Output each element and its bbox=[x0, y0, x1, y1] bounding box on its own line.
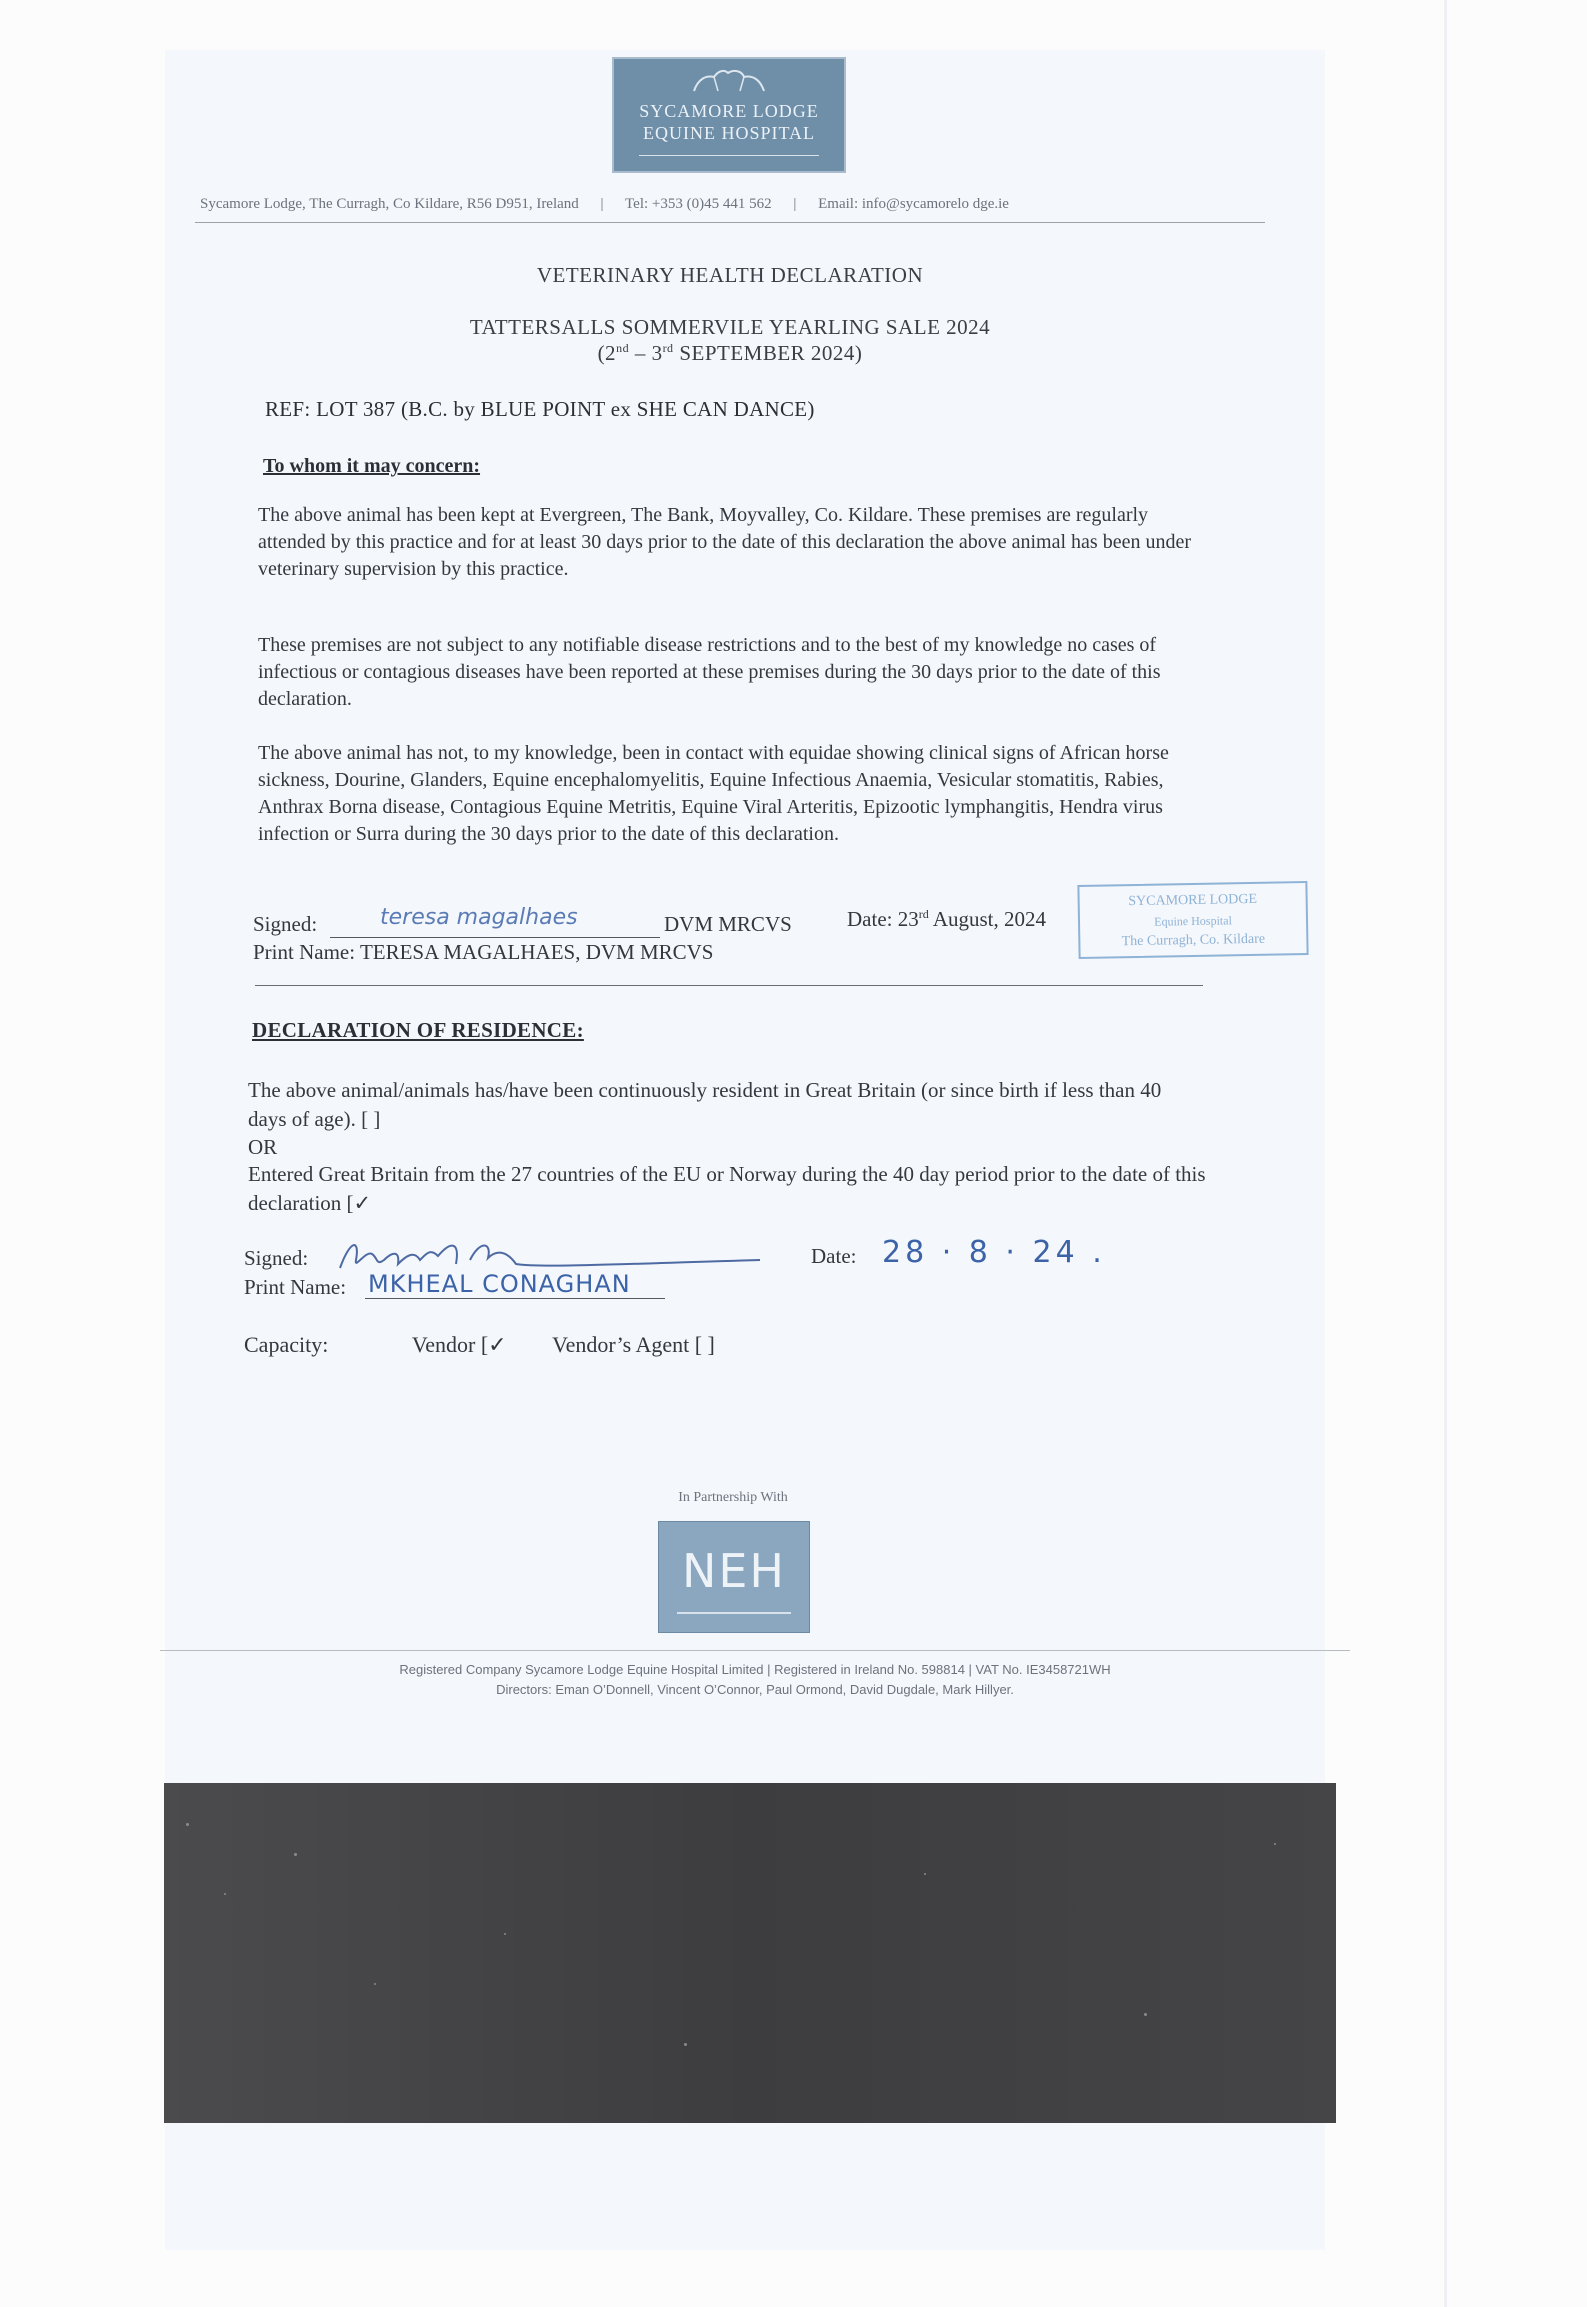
logo-rule bbox=[639, 155, 819, 156]
scan-speck bbox=[1274, 1843, 1276, 1845]
vet-print-name: Print Name: TERESA MAGALHAES, DVM MRCVS bbox=[253, 940, 714, 964]
vet-date: Date: 23rd August, 2024 bbox=[847, 907, 1046, 931]
scan-speck bbox=[186, 1823, 189, 1826]
email-text: Email: info@sycamorelo dge.ie bbox=[818, 196, 1009, 212]
residence-or: OR bbox=[248, 1135, 278, 1159]
scan-speck bbox=[504, 1933, 506, 1935]
owner-date-label: Date: bbox=[811, 1244, 857, 1268]
residence-option-2: Entered Great Britain from the 27 countries of the EU or Norway during the 40 day period prior to the date of this declaration [✓ bbox=[248, 1162, 1206, 1215]
sale-title: TATTERSALLS SOMMERVILE YEARLING SALE 2024 bbox=[469, 315, 991, 339]
neh-logo bbox=[658, 1521, 810, 1633]
stamp-line-1: SYCAMORE LODGE bbox=[1128, 891, 1258, 910]
salutation: To whom it may concern: bbox=[263, 455, 481, 477]
footer-registration: Registered Company Sycamore Lodge Equine Hospital Limited | Registered in Ireland No. 598814 | VAT No. IE3458721WH bbox=[399, 1662, 1111, 1677]
capacity-row bbox=[244, 1332, 715, 1358]
sale-dates: (2nd – 3rd SEPTEMBER 2024) bbox=[597, 341, 863, 365]
owner-signed-label: Signed: bbox=[244, 1246, 309, 1270]
vet-credential: DVM MRCVS bbox=[664, 912, 792, 936]
scan-shadow-band bbox=[164, 1783, 1336, 2123]
separator: | bbox=[793, 196, 797, 212]
vet-signature-line bbox=[330, 937, 660, 938]
contact-line bbox=[200, 196, 1260, 213]
document-title: VETERINARY HEALTH DECLARATION bbox=[536, 263, 924, 287]
neh-logo-rule bbox=[677, 1612, 791, 1614]
owner-print-label: Print Name: bbox=[244, 1275, 347, 1299]
vendor-option: Vendor [✓ bbox=[411, 1332, 507, 1357]
scan-speck bbox=[1144, 2013, 1147, 2016]
scan-speck bbox=[684, 2043, 687, 2046]
header-divider bbox=[195, 222, 1265, 223]
telephone-text: Tel: +353 (0)45 441 562 bbox=[625, 196, 772, 212]
residence-heading: DECLARATION OF RESIDENCE: bbox=[252, 1018, 584, 1042]
logo-line-2: EQUINE HOSPITAL bbox=[642, 123, 816, 143]
stamp-line-2: Equine Hospital bbox=[1154, 913, 1232, 929]
neh-logo-text: NEH bbox=[681, 1544, 787, 1598]
owner-name-line bbox=[365, 1298, 665, 1299]
owner-date-value: 28 · 8 · 24 . bbox=[882, 1235, 1106, 1270]
scan-speck bbox=[374, 1983, 376, 1985]
footer-directors: Directors: Eman O’Donnell, Vincent O’Connor, Paul Ormond, David Dugdale, Mark Hillyer. bbox=[496, 1682, 1014, 1697]
vet-signature: teresa magalhaes bbox=[380, 905, 578, 930]
paragraph-premises: The above animal has been kept at Evergreen, The Bank, Moyvalley, Co. Kildare. These premises are regularly attended by this practice and for at least 30 days prior to the date of this declaration the above animal has been under veterinary supervision by this practice. bbox=[258, 504, 1191, 580]
logo-line-1: SYCAMORE LODGE bbox=[639, 101, 819, 121]
horses-icon bbox=[684, 65, 774, 95]
scan-speck bbox=[224, 1893, 226, 1895]
partnership-label: In Partnership With bbox=[678, 1490, 788, 1505]
vendor-agent-option: Vendor’s Agent [ ] bbox=[552, 1332, 715, 1357]
footer-divider bbox=[160, 1650, 1350, 1651]
owner-print-value: MKHEAL CONAGHAN bbox=[368, 1270, 631, 1298]
practice-stamp bbox=[1077, 881, 1308, 959]
page-edge bbox=[1444, 0, 1447, 2307]
vet-signed-label: Signed: bbox=[253, 912, 318, 936]
capacity-label: Capacity: bbox=[244, 1332, 329, 1357]
stamp-line-3: The Curragh, Co. Kildare bbox=[1121, 931, 1266, 950]
scan-speck bbox=[294, 1853, 297, 1856]
section-divider bbox=[255, 985, 1203, 986]
residence-option-1: The above animal/animals has/have been continuously resident in Great Britain (or since birth if less than 40 days of age). [ ] bbox=[248, 1078, 1162, 1131]
scan-speck bbox=[924, 1873, 926, 1875]
paragraph-diseases: The above animal has not, to my knowledge, been in contact with equidae showing clinical signs of African horse sickness, Dourine, Glanders, Equine encephalomyelitis, Equine Infectious Anaemia, Vesicular stomatitis, Rabies, Anthrax Borna disease, Contagious Equine Metritis, Equine Viral Arteritis, Epizootic lymphangitis, Hendra virus infection or Surra during the 30 days prior to the date of this declaration. bbox=[258, 742, 1169, 845]
paragraph-restrictions: These premises are not subject to any notifiable disease restrictions and to the best of my knowledge no cases of infectious or contagious diseases have been reported at these premises during the 30 days prior to the date of this declaration. bbox=[258, 634, 1161, 710]
lot-reference: REF: LOT 387 (B.C. by BLUE POINT ex SHE CAN DANCE) bbox=[265, 397, 815, 421]
separator: | bbox=[600, 196, 604, 212]
hospital-logo bbox=[612, 57, 846, 173]
address-text: Sycamore Lodge, The Curragh, Co Kildare, R56 D951, Ireland bbox=[200, 196, 579, 212]
